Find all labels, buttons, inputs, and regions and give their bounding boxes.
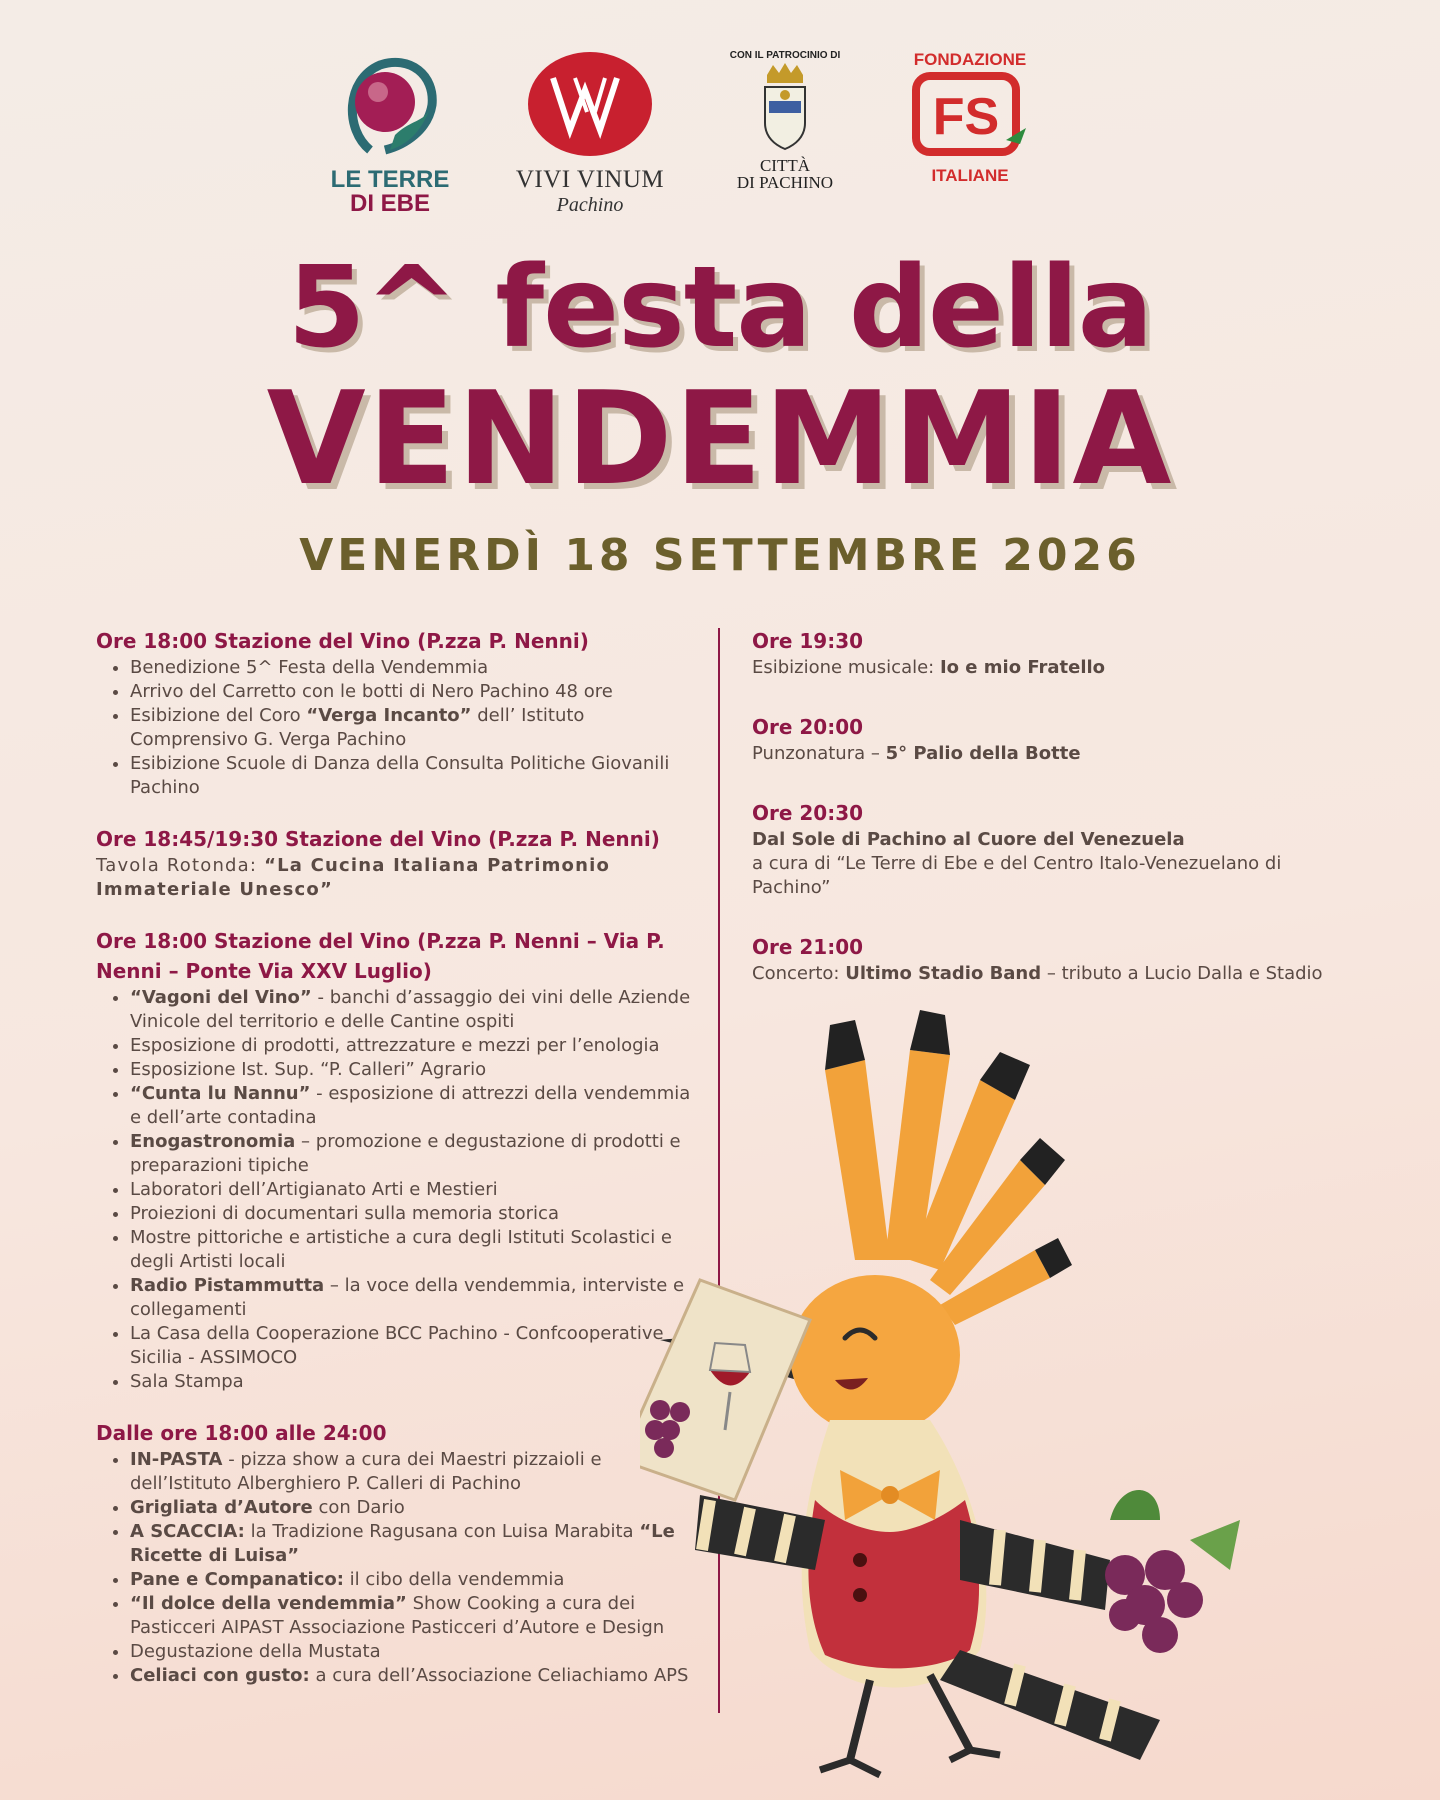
- title-line2: VENDEMMIA: [266, 365, 1174, 514]
- list-item: • Celiaci con gusto: a cura dell’Associazione Celiachiamo APS: [130, 1664, 706, 1688]
- section-4-list: [96, 1448, 706, 1688]
- section-2-text: Tavola Rotonda: “La Cucina Italiana Patrimonio Immateriale Unesco”: [96, 855, 611, 900]
- logo-terre-line2: DI EBE: [349, 190, 430, 217]
- right-section-2: Ore 20:00 Punzonatura – 5° Palio della Botte: [752, 712, 1352, 766]
- right-section-1-heading: Ore 19:30: [752, 629, 864, 653]
- list-item: • Arrivo del Carretto con le botti di Nero Pachino 48 ore: [130, 680, 706, 704]
- wine-menu-card: [640, 1280, 810, 1500]
- right-section-4: Ore 21:00 Concerto: Ultimo Stadio Band – tributo a Lucio Dalla e Stadio: [752, 932, 1352, 986]
- list-item: • IN-PASTA - pizza show a cura dei Maestri pizzaioli e dell’Istituto Alberghiero P. Calleri di Pachino: [130, 1448, 706, 1496]
- section-4: [96, 1418, 706, 1688]
- grape-leaf-logo-icon: [340, 50, 440, 160]
- logo-vivi-vinum: [500, 50, 680, 217]
- section-1-heading: Ore 18:00 Stazione del Vino (P.zza P. Nenni): [96, 629, 589, 653]
- section-4-heading: Dalle ore 18:00 alle 24:00: [96, 1421, 387, 1445]
- section-1: [96, 626, 706, 800]
- list-item: • Grigliata d’Autore con Dario: [130, 1496, 706, 1520]
- list-item: • La Casa della Cooperazione BCC Pachino - Confcooperative Sicilia - ASSIMOCO: [130, 1322, 706, 1370]
- logo-vivi-name: VIVI VINUM: [515, 166, 665, 193]
- event-date: VENERDÌ 18 SETTEMBRE 2026: [299, 530, 1141, 581]
- list-item: • “Cunta lu Nannu” - esposizione di attrezzi della vendemmia e dell’arte contadina: [130, 1082, 706, 1130]
- list-item: • Proiezioni di documentari sulla memoria storica: [130, 1202, 706, 1226]
- logo-fondazione-fs: [890, 50, 1050, 186]
- grape-bunch-icon: [1105, 1490, 1240, 1653]
- list-item: • A SCACCIA: la Tradizione Ragusana con Luisa Marabita “Le Ricette di Luisa”: [130, 1520, 706, 1568]
- logo-bar: [0, 50, 1440, 220]
- list-item: • Sala Stampa: [130, 1370, 706, 1394]
- list-item: • “Vagoni del Vino” - banchi d’assaggio dei vini delle Aziende Vinicole del territorio e delle Cantine ospiti: [130, 986, 706, 1034]
- list-item: • Enogastronomia – promozione e degustazione di prodotti e preparazioni tipiche: [130, 1130, 706, 1178]
- list-item: • Degustazione della Mustata: [130, 1640, 706, 1664]
- logo-citta-di-pachino: [710, 50, 860, 191]
- list-item: • Esibizione Scuole di Danza della Consulta Politiche Giovanili Pachino: [130, 752, 706, 800]
- logo-le-terre-di-ebe: [310, 50, 470, 216]
- right-section-3: Ore 20:30 Dal Sole di Pachino al Cuore del Venezuela a cura di “Le Terre di Ebe e del Centro Italo-Venezuelano di Pachino”: [752, 798, 1352, 900]
- fs-bottom-label: ITALIANE: [931, 166, 1009, 185]
- section-2-heading: Ore 18:45/19:30 Stazione del Vino (P.zza P. Nenni): [96, 827, 660, 851]
- section-2: [96, 824, 706, 902]
- logo-terre-line1: LE TERRE: [330, 166, 450, 193]
- list-item: • Mostre pittoriche e artistiche a cura degli Istituti Scolastici e degli Artisti locali: [130, 1226, 706, 1274]
- title-line1: 5^ festa della: [287, 243, 1153, 373]
- list-item: • Laboratori dell’Artigianato Arti e Mestieri: [130, 1178, 706, 1202]
- fs-mark: FS: [932, 88, 1000, 146]
- logo-vivi-sub: Pachino: [556, 194, 624, 216]
- right-section-1: Ore 19:30 Esibizione musicale: Io e mio Fratello: [752, 626, 1352, 680]
- patrocinio-label: CON IL PATROCINIO DI: [729, 50, 841, 61]
- vv-monogram-icon: [525, 50, 655, 158]
- section-3-list: [96, 986, 706, 1394]
- list-item: • Benedizione 5^ Festa della Vendemmia: [130, 656, 706, 680]
- list-item: • Esposizione di prodotti, attrezzature e mezzi per l’enologia: [130, 1034, 706, 1058]
- fs-logo-icon: [910, 70, 1030, 162]
- fs-top-label: FONDAZIONE: [913, 50, 1027, 69]
- right-section-2-heading: Ore 20:00: [752, 715, 864, 739]
- head: [790, 1275, 960, 1435]
- coat-of-arms-icon: [755, 61, 815, 151]
- list-item: • Radio Pistammutta – la voce della vendemmia, interviste e collegamenti: [130, 1274, 706, 1322]
- section-1-list: [96, 656, 706, 800]
- list-item: • “Il dolce della vendemmia” Show Cooking a cura dei Pasticceri AIPAST Associazione Pasticceri d’Autore e Design: [130, 1592, 706, 1640]
- list-item: • Esibizione del Coro “Verga Incanto” dell’ Istituto Comprensivo G. Verga Pachino: [130, 704, 706, 752]
- hoopoe-waiter-illustration: [640, 960, 1380, 1790]
- right-section-3-heading: Ore 20:30: [752, 801, 864, 825]
- citta-line1: CITTÀ: [759, 156, 811, 175]
- section-3: [96, 926, 706, 1394]
- list-item: • Esposizione Ist. Sup. “P. Calleri” Agrario: [130, 1058, 706, 1082]
- right-section-4-heading: Ore 21:00: [752, 935, 864, 959]
- citta-line2: DI PACHINO: [736, 173, 834, 192]
- left-column: [96, 626, 706, 1712]
- section-3-heading: Ore 18:00 Stazione del Vino (P.zza P. Nenni – Via P. Nenni – Ponte Via XXV Luglio): [96, 929, 665, 983]
- list-item: • Pane e Companatico: il cibo della vendemmia: [130, 1568, 706, 1592]
